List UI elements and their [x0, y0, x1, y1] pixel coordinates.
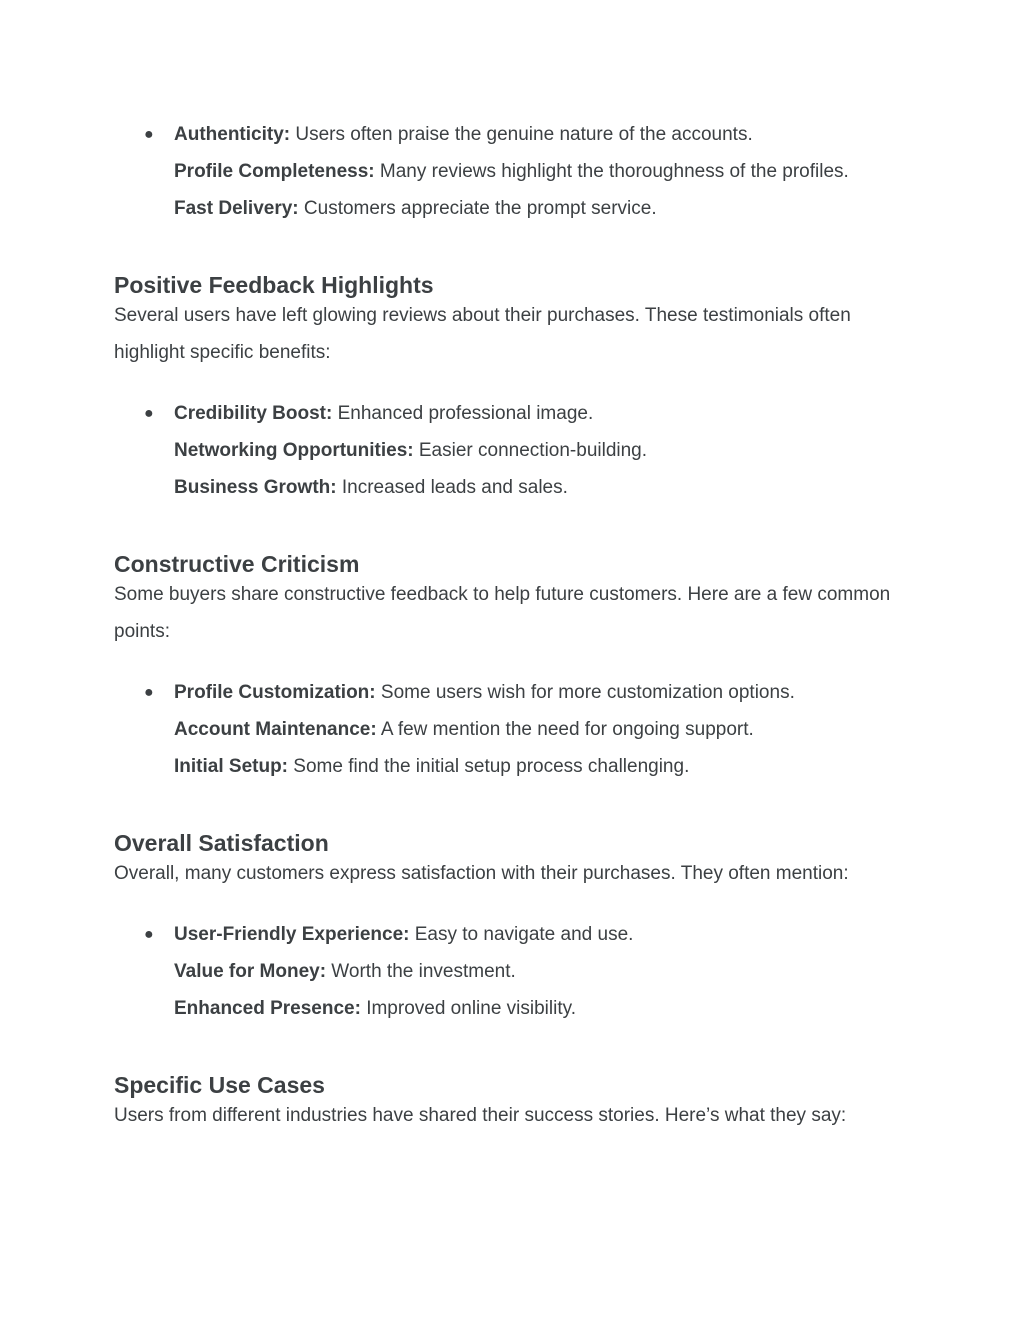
- item-term: Enhanced Presence:: [174, 998, 361, 1019]
- bullet-icon: ●: [144, 126, 154, 143]
- section-constructive-criticism: [114, 550, 914, 785]
- section-positive-feedback: [114, 271, 914, 506]
- item-text: Customers appreciate the prompt service.: [298, 198, 657, 219]
- section-list: [114, 674, 914, 785]
- list-item: [114, 990, 914, 1027]
- list-item: [114, 711, 914, 748]
- section-heading: Specific Use Cases: [114, 1072, 325, 1098]
- section-overall-satisfaction: [114, 829, 914, 1027]
- list-item: [114, 916, 914, 953]
- item-term: User-Friendly Experience:: [174, 924, 410, 945]
- item-term: Value for Money:: [174, 961, 327, 982]
- bullet-icon: ●: [144, 926, 154, 943]
- item-text: Easier connection-building.: [413, 440, 648, 461]
- section-heading: Overall Satisfaction: [114, 830, 329, 856]
- item-term: Profile Completeness:: [174, 161, 375, 182]
- list-item: [114, 153, 914, 190]
- section-paragraph: Users from different industries have shared their success stories. Here’s what they say:: [114, 1105, 847, 1126]
- section-paragraph: Several users have left glowing reviews about their purchases. These testimonials often highlight specific benefits:: [114, 305, 851, 363]
- item-text: A few mention the need for ongoing support.: [376, 719, 754, 740]
- section-paragraph: Overall, many customers express satisfaction with their purchases. They often mention:: [114, 863, 849, 884]
- item-term: Profile Customization:: [174, 682, 376, 703]
- item-text: Improved online visibility.: [360, 998, 576, 1019]
- item-term: Credibility Boost:: [174, 403, 333, 424]
- item-text: Easy to navigate and use.: [409, 924, 634, 945]
- item-term: Initial Setup:: [174, 756, 288, 777]
- list-item: [114, 190, 914, 227]
- list-item: [114, 748, 914, 785]
- list-item: [114, 674, 914, 711]
- item-term: Account Maintenance:: [174, 719, 377, 740]
- item-text: Users often praise the genuine nature of the accounts.: [290, 124, 753, 145]
- item-term: Networking Opportunities:: [174, 440, 414, 461]
- list-item: [114, 432, 914, 469]
- list-item: [114, 953, 914, 990]
- item-text: Worth the investment.: [326, 961, 516, 982]
- section-list: [114, 395, 914, 506]
- intro-list: [114, 116, 914, 227]
- item-term: Fast Delivery:: [174, 198, 299, 219]
- item-text: Increased leads and sales.: [336, 477, 568, 498]
- item-text: Some find the initial setup process challenging.: [288, 756, 690, 777]
- item-term: Business Growth:: [174, 477, 337, 498]
- bullet-icon: ●: [144, 684, 154, 701]
- item-text: Some users wish for more customization options.: [375, 682, 795, 703]
- item-text: Many reviews highlight the thoroughness of the profiles.: [374, 161, 849, 182]
- item-term: Authenticity:: [174, 124, 291, 145]
- document-page: [114, 116, 914, 1134]
- list-item: [114, 116, 914, 153]
- section-specific-use-cases: [114, 1071, 914, 1134]
- section-paragraph: Some buyers share constructive feedback to help future customers. Here are a few common points:: [114, 584, 891, 642]
- bullet-icon: ●: [144, 405, 154, 422]
- section-heading: Positive Feedback Highlights: [114, 272, 434, 298]
- item-text: Enhanced professional image.: [332, 403, 594, 424]
- section-list: [114, 916, 914, 1027]
- list-item: [114, 469, 914, 506]
- section-heading: Constructive Criticism: [114, 551, 360, 577]
- list-item: [114, 395, 914, 432]
